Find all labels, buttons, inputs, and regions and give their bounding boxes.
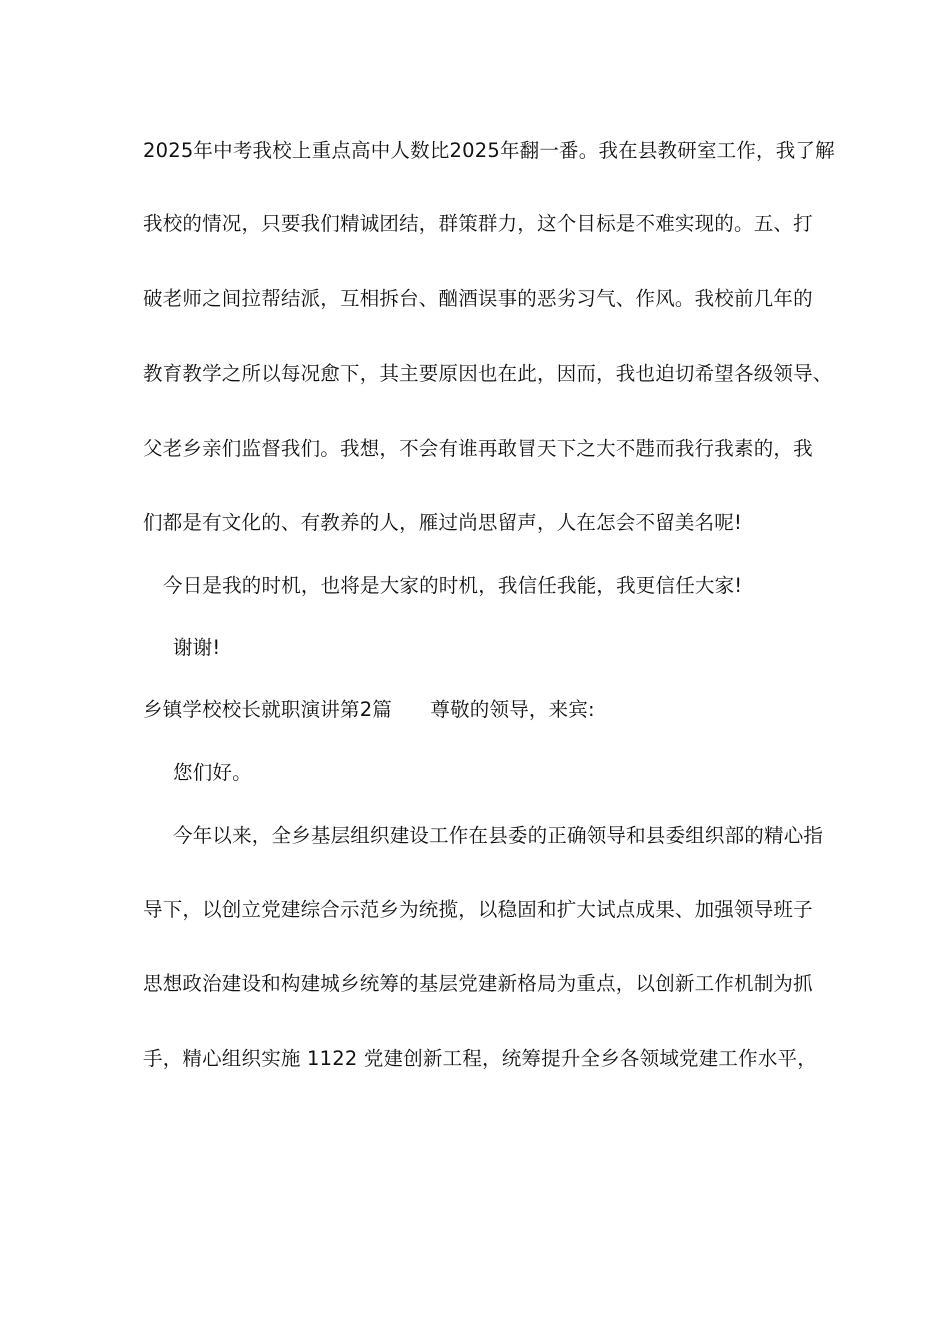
paragraph-line-14: 手，精心组织实施 1122 党建创新工程，统筹提升全乡各领域党建工作水平， — [143, 1047, 817, 1070]
paragraph-line-1: 2025年中考我校上重点高中人数比2025年翻一番。我在县教研室工作，我了解 — [143, 139, 835, 162]
thanks-line: 谢谢! — [173, 636, 221, 659]
paragraph-line-11: 今年以来，全乡基层组织建设工作在县委的正确领导和县委组织部的精心指 — [173, 824, 824, 847]
paragraph-line-13: 思想政治建设和构建城乡统筹的基层党建新格局为重点，以创新工作机制为抓 — [143, 972, 813, 995]
section-heading-line: 乡镇学校校长就职演讲第2篇 尊敬的领导，来宾: — [143, 698, 595, 721]
paragraph-line-12: 导下，以创立党建综合示范乡为统揽，以稳固和扩大试点成果、加强领导班子 — [143, 898, 813, 921]
paragraph-line-6: 们都是有文化的、有教养的人，雁过尚思留声，人在怎会不留美名呢! — [143, 511, 743, 534]
paragraph-line-3: 破老师之间拉帮结派，互相拆台、酗酒误事的恶劣习气、作风。我校前几年的 — [143, 287, 813, 310]
paragraph-line-5: 父老乡亲们监督我们。我想，不会有谁再敢冒天下之大不韪而我行我素的，我 — [143, 437, 813, 460]
greeting-line: 您们好。 — [173, 761, 252, 784]
paragraph-line-4: 教育教学之所以每况愈下，其主要原因也在此，因而，我也迫切希望各级领导、 — [143, 362, 833, 385]
paragraph-line-7: 今日是我的时机，也将是大家的时机，我信任我能，我更信任大家! — [163, 574, 743, 597]
paragraph-line-2: 我校的情况，只要我们精诚团结，群策群力，这个目标是不难实现的。五、打 — [143, 212, 813, 235]
